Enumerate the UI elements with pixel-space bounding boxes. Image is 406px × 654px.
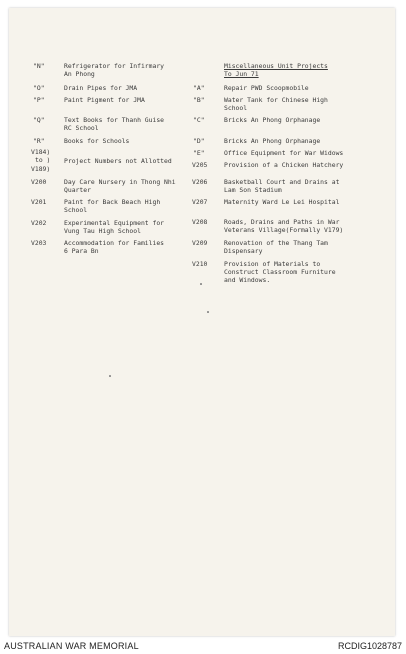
right-desc-line: Dispensary [224,247,263,255]
left-code: V189) [31,165,51,173]
right-desc-line: Roads, Drains and Paths in War [224,218,340,226]
right-desc-line: Provision of a Chicken Hatchery [224,161,344,169]
right-code: "D" [193,137,205,145]
left-code: "Q" [33,116,45,124]
left-code: "O" [33,84,45,92]
right-code: "A" [193,84,205,92]
right-code: V210 [192,260,208,268]
left-code: V203 [31,239,47,247]
section-heading: To Jun 71 [224,70,259,78]
left-desc-line: Books for Schools [64,137,130,145]
left-desc-line: Day Care Nursery in Thong Nhi [64,178,176,186]
left-desc-line: Accommodation for Families [64,239,165,247]
left-desc-line: Project Numbers not Allotted [64,157,172,165]
right-desc-line: Bricks An Phong Orphanage [224,116,321,124]
right-code: "C" [193,116,205,124]
right-code: V206 [192,178,208,186]
left-code: to ) [35,156,51,164]
right-desc-line: Water Tank for Chinese High [224,96,328,104]
left-code: "R" [33,137,45,145]
right-desc-line: and Windows. [224,276,271,284]
right-desc-line: Veterans Village(Formally V179) [224,226,344,234]
paper-speck [207,311,209,313]
left-desc-line: School [64,206,88,214]
left-desc-line: Refrigerator for Infirmary [64,62,165,70]
right-desc-line: Maternity Ward Le Lei Hospital [224,198,340,206]
left-code: "P" [33,96,45,104]
paper-speck [109,375,111,377]
right-code: V207 [192,198,208,206]
left-desc-line: RC School [64,124,99,132]
right-desc-line: Construct Classroom Furniture [224,268,336,276]
left-desc-line: Drain Pipes for JMA [64,84,138,92]
right-desc-line: Bricks An Phong Orphanage [224,137,321,145]
right-desc-line: Renovation of the Thang Tam [224,239,328,247]
right-desc-line: Provision of Materials to [224,260,321,268]
right-code: V205 [192,161,208,169]
right-desc-line: Office Equipment for War Widows [224,149,344,157]
left-code: "N" [33,62,45,70]
left-desc-line: Vung Tau High School [64,227,141,235]
record-id: RCDIG1028787 [337,641,402,651]
right-desc-line: Basketball Court and Drains at [224,178,340,186]
left-code: V201 [31,198,47,206]
right-code: V209 [192,239,208,247]
left-desc-line: 6 Para Bn [64,247,99,255]
right-code: V208 [192,218,208,226]
right-code: "B" [193,96,205,104]
archive-footer [0,638,406,654]
left-desc-line: Quarter [64,186,91,194]
left-desc-line: Text Books for Thanh Guise [64,116,165,124]
left-code: V202 [31,219,47,227]
left-desc-line: Paint Pigment for JMA [64,96,145,104]
left-desc-line: Experimental Equipment for [64,219,165,227]
left-desc-line: Paint for Back Beach High [64,198,161,206]
right-desc-line: Lam Son Stadium [224,186,282,194]
left-code: V200 [31,178,47,186]
left-code: V184) [31,148,51,156]
right-desc-line: Repair PWD Scoopmobile [224,84,309,92]
left-desc-line: An Phong [64,70,95,78]
section-heading: Miscellaneous Unit Projects [224,62,328,70]
paper-speck [200,283,202,285]
right-desc-line: School [224,104,248,112]
archive-name: AUSTRALIAN WAR MEMORIAL [4,641,139,651]
right-code: "E" [193,149,205,157]
